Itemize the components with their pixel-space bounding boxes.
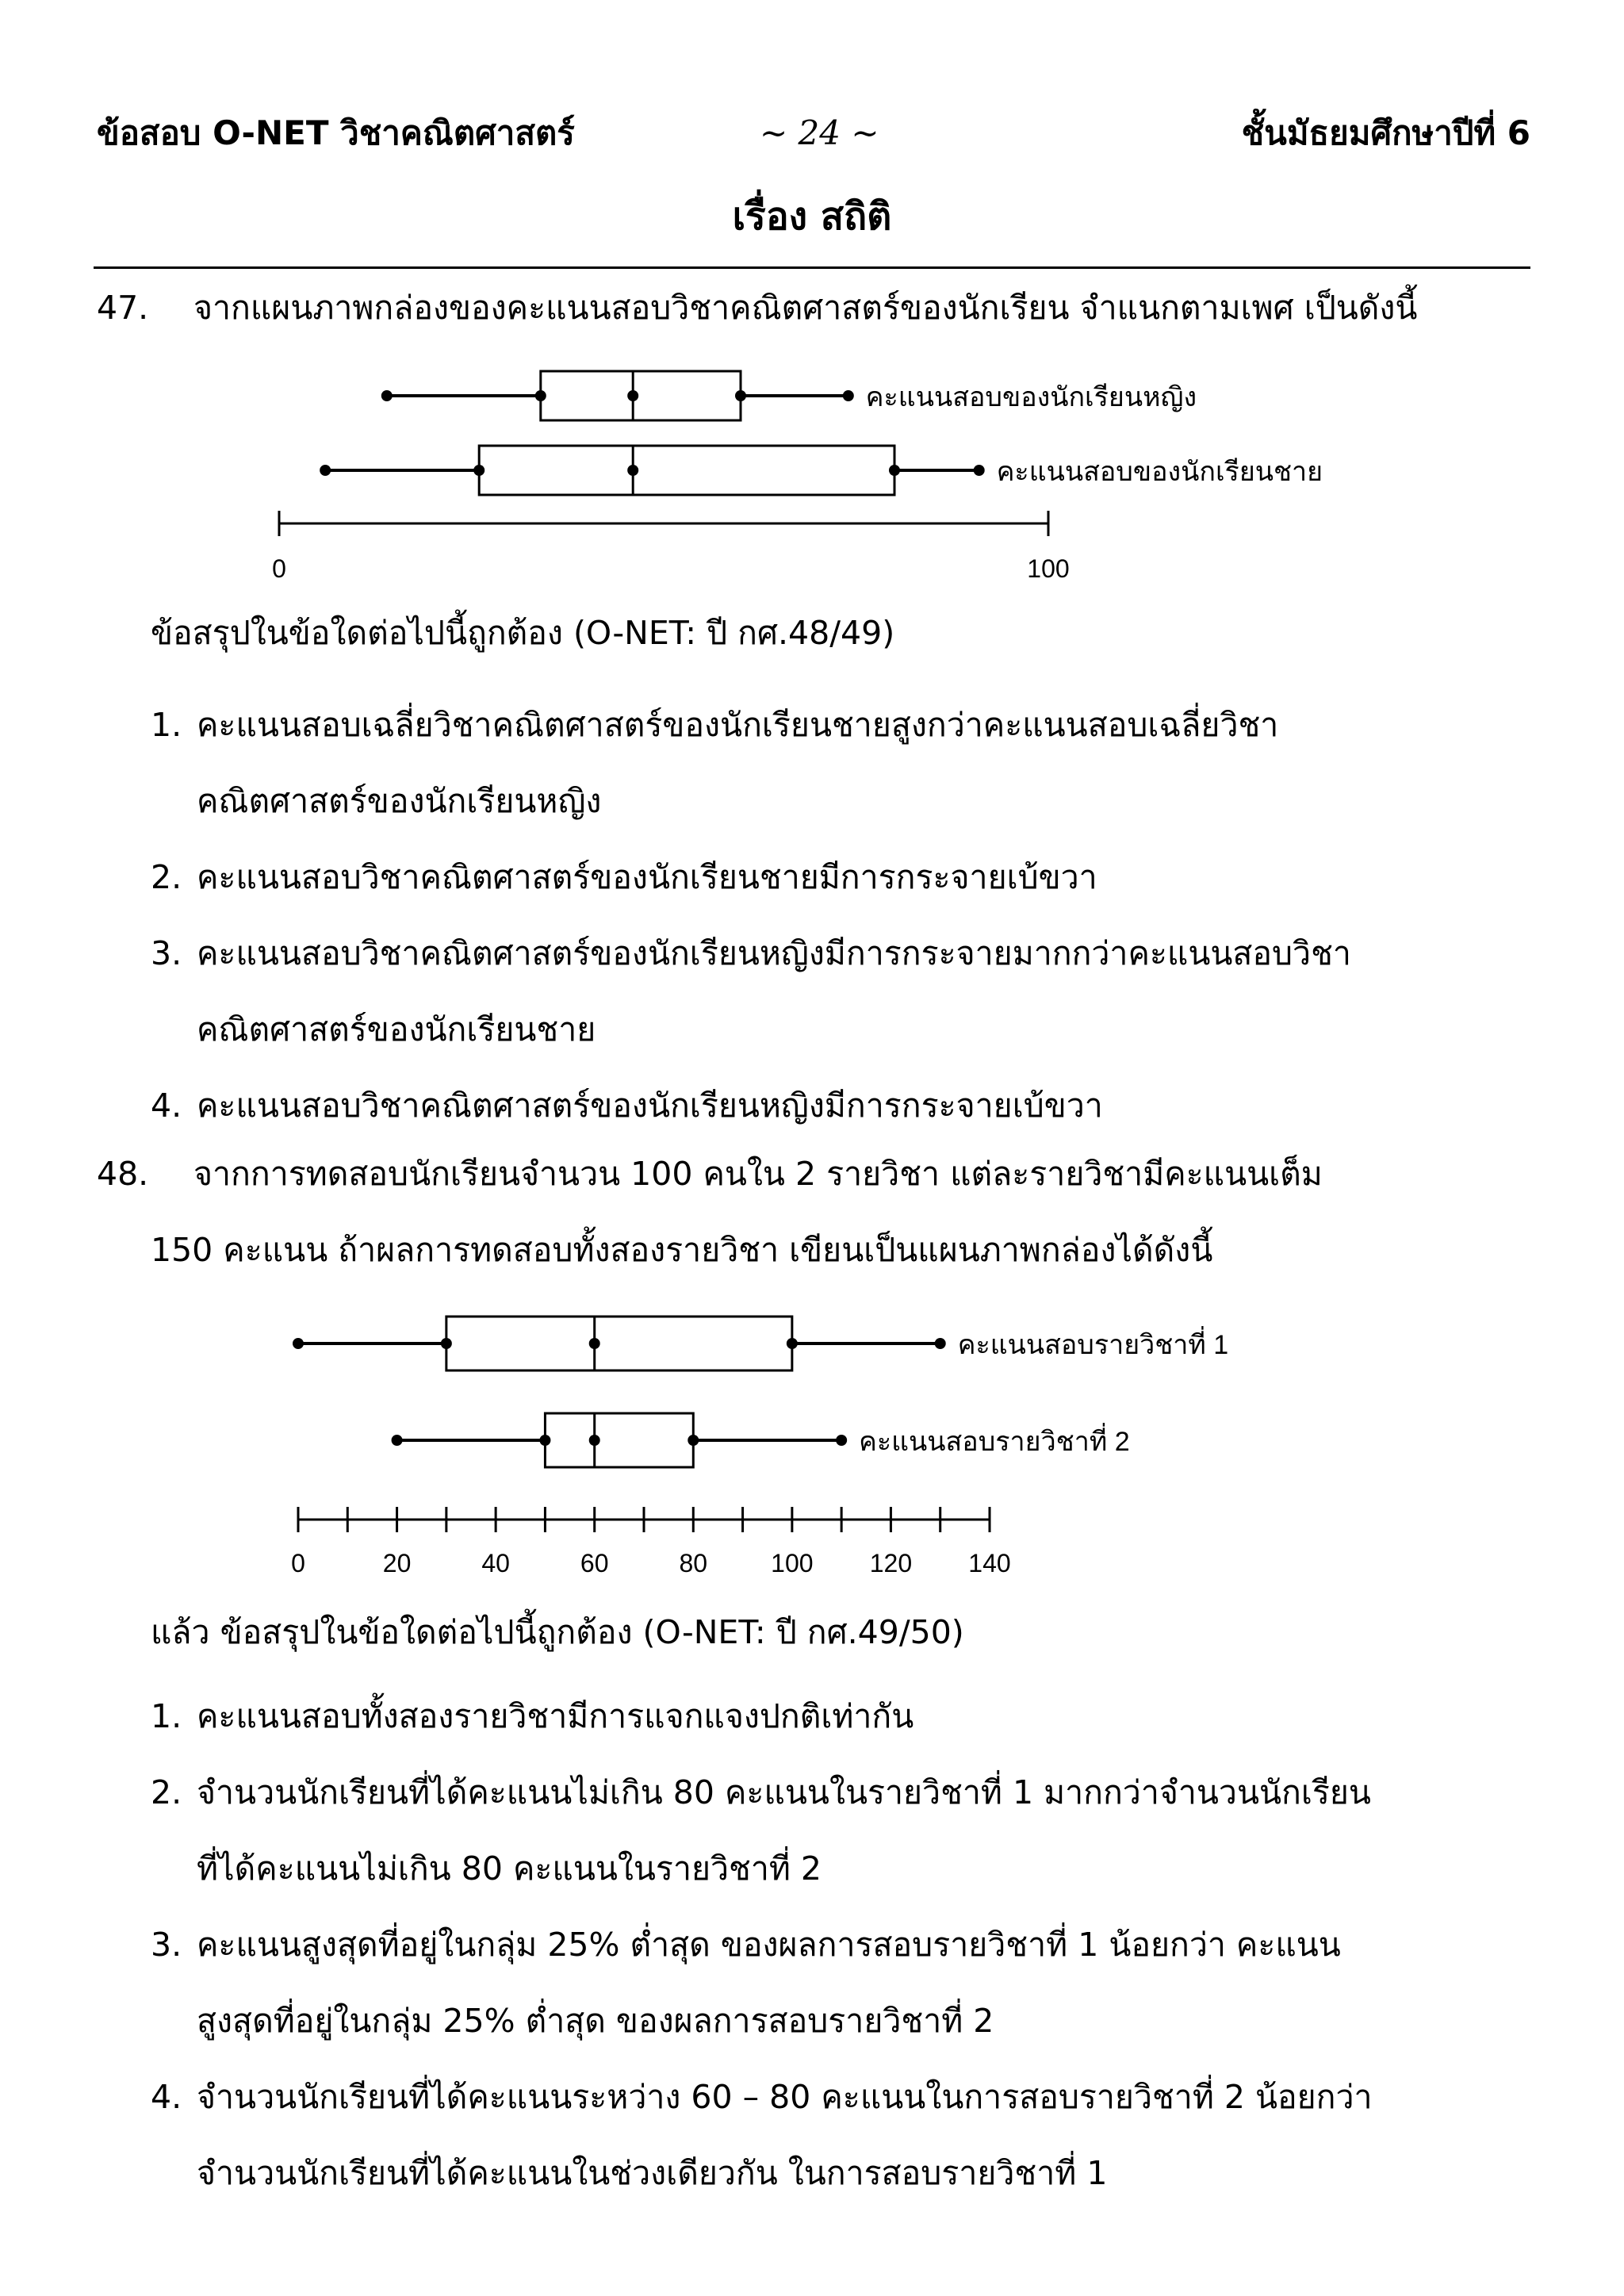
q47-boxplot-chart [0, 349, 1624, 587]
q48-number: 48. [97, 1155, 149, 1193]
q48-choice-2-number: 2. [151, 1773, 182, 1811]
q47-choice-1-number: 1. [151, 706, 182, 744]
q47-boxplot-series-2-label: คะแนนสอบของนักเรียนชาย [996, 457, 1323, 487]
q48-boxplot-chart [0, 1293, 1624, 1586]
q48-boxplot-series-1-label: คะแนนสอบรายวิชาที่ 1 [957, 1330, 1229, 1360]
q48-boxplot-series-1-box [446, 1317, 792, 1370]
q48-choice-4-text-cont[interactable]: จำนวนนักเรียนที่ได้คะแนนในช่วงเดียวกัน ในการสอบรายวิชาที่ 1 [197, 2154, 1108, 2192]
q48-boxplot-series-1-max-point [935, 1338, 946, 1349]
header-grade: ชั้นมัธยมศึกษาปีที่ 6 [1241, 113, 1530, 152]
q48-prompt: แล้ว ข้อสรุปในข้อใดต่อไปนี้ถูกต้อง (O-NET: ปี กศ.49/50) [151, 1613, 964, 1651]
q47-choice-3-text-cont[interactable]: คณิตศาสตร์ของนักเรียนชาย [197, 1010, 596, 1048]
header-divider [94, 266, 1530, 269]
page-number: ~ 24 ~ [760, 113, 879, 152]
q47-choice-4-number: 4. [151, 1087, 182, 1125]
q47-prompt: ข้อสรุปในข้อใดต่อไปนี้ถูกต้อง (O-NET: ปี กศ.48/49) [151, 614, 895, 652]
q48-stem-line-1: จากการทดสอบนักเรียนจำนวน 100 คนใน 2 รายวิชา แต่ละรายวิชามีคะแนนเต็ม [193, 1155, 1323, 1193]
q48-boxplot-series-1-q1-point [441, 1338, 452, 1349]
q47-choice-1-text-cont[interactable]: คณิตศาสตร์ของนักเรียนหญิง [197, 782, 602, 820]
q48-boxplot-series-1-q3-point [787, 1338, 798, 1349]
q47-boxplot-series-1-box [541, 371, 741, 420]
q47-boxplot-series-2-max-point [974, 465, 985, 476]
q48-axis-tick-label: 80 [679, 1549, 708, 1577]
q47-choice-2-text[interactable]: คะแนนสอบวิชาคณิตศาสตร์ของนักเรียนชายมีการกระจายเบ้ขวา [197, 858, 1097, 896]
q48-choice-3-text[interactable]: คะแนนสูงสุดที่อยู่ในกลุ่ม 25% ต่ำสุด ของผลการสอบรายวิชาที่ 1 น้อยกว่า คะแนน [197, 1926, 1341, 1964]
page-topic: เรื่อง สถิติ [732, 194, 892, 239]
q48-boxplot-series-1-median-point [589, 1338, 600, 1349]
q47-axis-tick-label: 0 [272, 554, 286, 583]
q48-boxplot-series-2-q1-point [539, 1435, 550, 1446]
q48-choice-3-number: 3. [151, 1926, 182, 1964]
q48-axis-tick-label: 60 [580, 1549, 609, 1577]
q47-choice-3-number: 3. [151, 934, 182, 972]
q47-boxplot-series-2-q1-point [473, 465, 485, 476]
q47-boxplot-series-1-median-point [627, 390, 638, 401]
header-subject: ข้อสอบ O-NET วิชาคณิตศาสตร์ [97, 113, 575, 152]
q48-axis-tick-label: 0 [291, 1549, 305, 1577]
q47-boxplot-series-2-q3-point [889, 465, 900, 476]
q47-axis-tick-label: 100 [1027, 554, 1070, 583]
q48-stem-line-2: 150 คะแนน ถ้าผลการทดสอบทั้งสองรายวิชา เขียนเป็นแผนภาพกล่องได้ดังนี้ [151, 1231, 1213, 1269]
q47-stem: จากแผนภาพกล่องของคะแนนสอบวิชาคณิตศาสตร์ของนักเรียน จำแนกตามเพศ เป็นดังนี้ [193, 289, 1418, 327]
q47-boxplot-series-1-min-point [381, 390, 393, 401]
q47-number: 47. [97, 289, 149, 327]
q48-choice-2-text[interactable]: จำนวนนักเรียนที่ได้คะแนนไม่เกิน 80 คะแนนในรายวิชาที่ 1 มากกว่าจำนวนนักเรียน [197, 1773, 1371, 1811]
q47-boxplot-series-2-median-point [627, 465, 638, 476]
q48-boxplot-series-1-min-point [293, 1338, 304, 1349]
q48-boxplot-series-2-min-point [392, 1435, 403, 1446]
q47-boxplot-series-2-min-point [320, 465, 331, 476]
q47-choice-2-number: 2. [151, 858, 182, 896]
q48-choice-2-text-cont[interactable]: ที่ได้คะแนนไม่เกิน 80 คะแนนในรายวิชาที่ 2 [197, 1849, 822, 1888]
q47-boxplot-series-1-q3-point [735, 390, 746, 401]
q48-boxplot-series-2-box [545, 1413, 693, 1467]
q47-choice-4-text[interactable]: คะแนนสอบวิชาคณิตศาสตร์ของนักเรียนหญิงมีการกระจายเบ้ขวา [197, 1087, 1103, 1125]
q48-choice-1-number: 1. [151, 1697, 182, 1735]
q47-boxplot-series-1-label: คะแนนสอบของนักเรียนหญิง [865, 382, 1197, 412]
q47-boxplot-series-1-max-point [843, 390, 854, 401]
q48-choice-1-text[interactable]: คะแนนสอบทั้งสองรายวิชามีการแจกแจงปกติเท่ากัน [197, 1697, 914, 1735]
q47-boxplot-series-1-q1-point [535, 390, 546, 401]
q48-boxplot-series-2-label: คะแนนสอบรายวิชาที่ 2 [859, 1427, 1130, 1457]
q48-choice-4-text[interactable]: จำนวนนักเรียนที่ได้คะแนนระหว่าง 60 – 80 คะแนนในการสอบรายวิชาที่ 2 น้อยกว่า [197, 2078, 1373, 2116]
q48-axis-tick-label: 140 [968, 1549, 1011, 1577]
q47-boxplot-series-2-box [479, 446, 894, 495]
q48-axis-tick-label: 40 [481, 1549, 510, 1577]
q47-choice-3-text[interactable]: คะแนนสอบวิชาคณิตศาสตร์ของนักเรียนหญิงมีการกระจายมากกว่าคะแนนสอบวิชา [197, 934, 1351, 972]
q48-choice-3-text-cont[interactable]: สูงสุดที่อยู่ในกลุ่ม 25% ต่ำสุด ของผลการสอบรายวิชาที่ 2 [197, 2002, 994, 2040]
q48-boxplot-series-2-median-point [589, 1435, 600, 1446]
q48-boxplot-series-2-max-point [836, 1435, 847, 1446]
q48-boxplot-series-2-q3-point [688, 1435, 699, 1446]
q48-choice-4-number: 4. [151, 2078, 182, 2116]
q48-axis-tick-label: 100 [771, 1549, 814, 1577]
q47-choice-1-text[interactable]: คะแนนสอบเฉลี่ยวิชาคณิตศาสตร์ของนักเรียนชายสูงกว่าคะแนนสอบเฉลี่ยวิชา [197, 706, 1279, 744]
q48-axis-tick-label: 120 [869, 1549, 913, 1577]
q48-axis-tick-label: 20 [382, 1549, 412, 1577]
